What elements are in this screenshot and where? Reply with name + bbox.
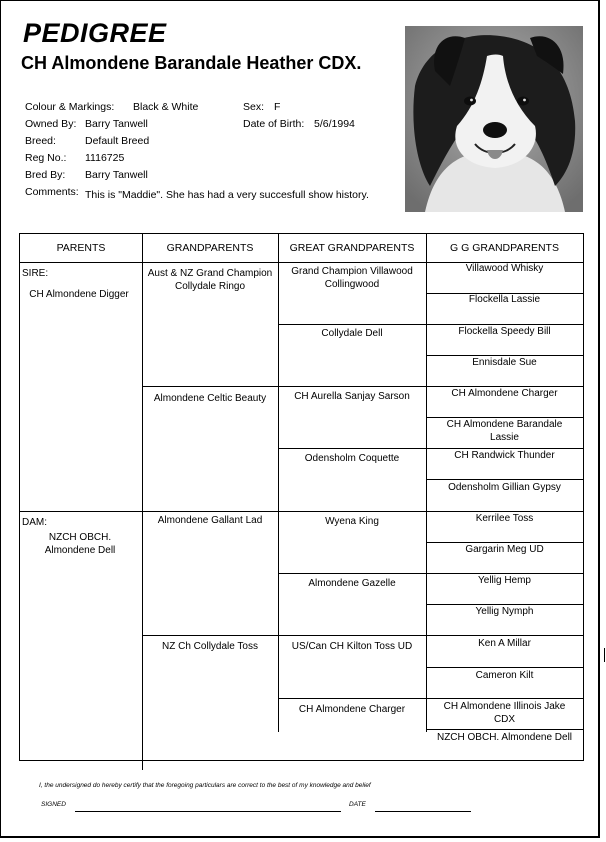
gg-grandparent-16: NZCH OBCH. Almondene Dell — [436, 732, 573, 743]
great-grandparent-3: CH Aurella Sanjay Sarson — [294, 391, 410, 402]
great-grandparent-7: US/Can CH Kilton Toss UD — [291, 641, 413, 652]
reg-label: Reg No.: — [25, 152, 67, 164]
great-grandparent-5: Wyena King — [325, 516, 379, 527]
date-label: DATE — [349, 801, 366, 808]
signature-line[interactable] — [75, 811, 341, 812]
great-grandparent-1: Grand Champion Villawood Collingwood — [291, 266, 413, 290]
pedigree-table — [19, 233, 584, 761]
sex-label: Sex: — [243, 101, 265, 113]
dog-name: CH Almondene Barandale Heather CDX. — [21, 53, 362, 73]
reg-value: 1116725 — [85, 152, 125, 164]
gg-grandparent-14: Cameron Kilt — [475, 670, 534, 681]
gg-grandparent-10: Gargarin Meg UD — [465, 544, 544, 555]
grandparent-1: Aust & NZ Grand Champion Collydale Ringo — [147, 268, 273, 292]
header-gg-grandparents: G G GRANDPARENTS — [450, 242, 559, 254]
header-great-grandparents: GREAT GRANDPARENTS — [289, 242, 415, 254]
gg-grandparent-11: Yellig Hemp — [478, 575, 531, 586]
gg-grandparent-8: Odensholm Gillian Gypsy — [448, 482, 561, 493]
gg-grandparent-15: CH Almondene Illinois Jake CDX — [443, 701, 566, 725]
gg-grandparent-13: Ken A Millar — [478, 638, 531, 649]
breed-value: Default Breed — [85, 135, 150, 147]
great-grandparent-8: CH Almondene Charger — [298, 704, 406, 715]
great-grandparent-2: Collydale Dell — [321, 328, 383, 339]
bred-label: Bred By: — [25, 169, 66, 181]
great-grandparent-6: Almondene Gazelle — [308, 578, 396, 589]
gg-grandparent-4: Ennisdale Sue — [472, 357, 537, 368]
gg-grandparent-6: CH Almondene Barandale Lassie — [446, 419, 563, 443]
breed-label: Breed: — [25, 135, 56, 147]
gg-grandparent-3: Flockella Speedy Bill — [458, 326, 551, 337]
grandparent-4: NZ Ch Collydale Toss — [162, 641, 258, 652]
header-parents: PARENTS — [56, 242, 106, 254]
comments-value: This is "Maddie". She has had a very succesfull show history. — [85, 189, 369, 201]
colour-label: Colour & Markings: — [25, 101, 115, 113]
date-line[interactable] — [375, 811, 471, 812]
colour-value: Black & White — [133, 101, 199, 113]
grandparent-3: Almondene Gallant Lad — [157, 515, 263, 526]
gg-grandparent-12: Yellig Nymph — [475, 606, 534, 617]
sex-value: F — [274, 101, 281, 113]
comments-label: Comments: — [25, 186, 79, 198]
owned-value: Barry Tanwell — [85, 118, 148, 130]
gg-grandparent-7: CH Randwick Thunder — [454, 450, 555, 461]
dob-label: Date of Birth: — [243, 118, 305, 130]
gg-grandparent-5: CH Almondene Charger — [451, 388, 558, 399]
border-collie-photo-icon — [405, 26, 583, 212]
page-title: PEDIGREE — [23, 18, 167, 48]
owned-label: Owned By: — [25, 118, 77, 130]
sire-name: CH Almondene Digger — [29, 289, 129, 300]
dam-label: DAM: — [22, 517, 47, 528]
bred-value: Barry Tanwell — [85, 169, 148, 181]
sire-label: SIRE: — [22, 268, 49, 279]
gg-grandparent-1: Villawood Whisky — [465, 263, 544, 274]
certification-text: I, the undersigned do hereby certify that the foregoing particulars are correct to the best of my knowledge and belief — [39, 782, 371, 789]
dam-name: NZCH OBCH. Almondene Dell — [44, 532, 116, 556]
grandparent-2: Almondene Celtic Beauty — [153, 393, 267, 404]
gg-grandparent-2: Flockella Lassie — [468, 294, 541, 305]
gg-grandparent-9: Kerrilee Toss — [475, 513, 534, 524]
signed-label: SIGNED — [41, 801, 66, 808]
header-grandparents: GRANDPARENTS — [166, 242, 254, 254]
dog-photo — [405, 26, 583, 212]
dob-value: 5/6/1994 — [314, 118, 355, 130]
great-grandparent-4: Odensholm Coquette — [304, 453, 400, 464]
